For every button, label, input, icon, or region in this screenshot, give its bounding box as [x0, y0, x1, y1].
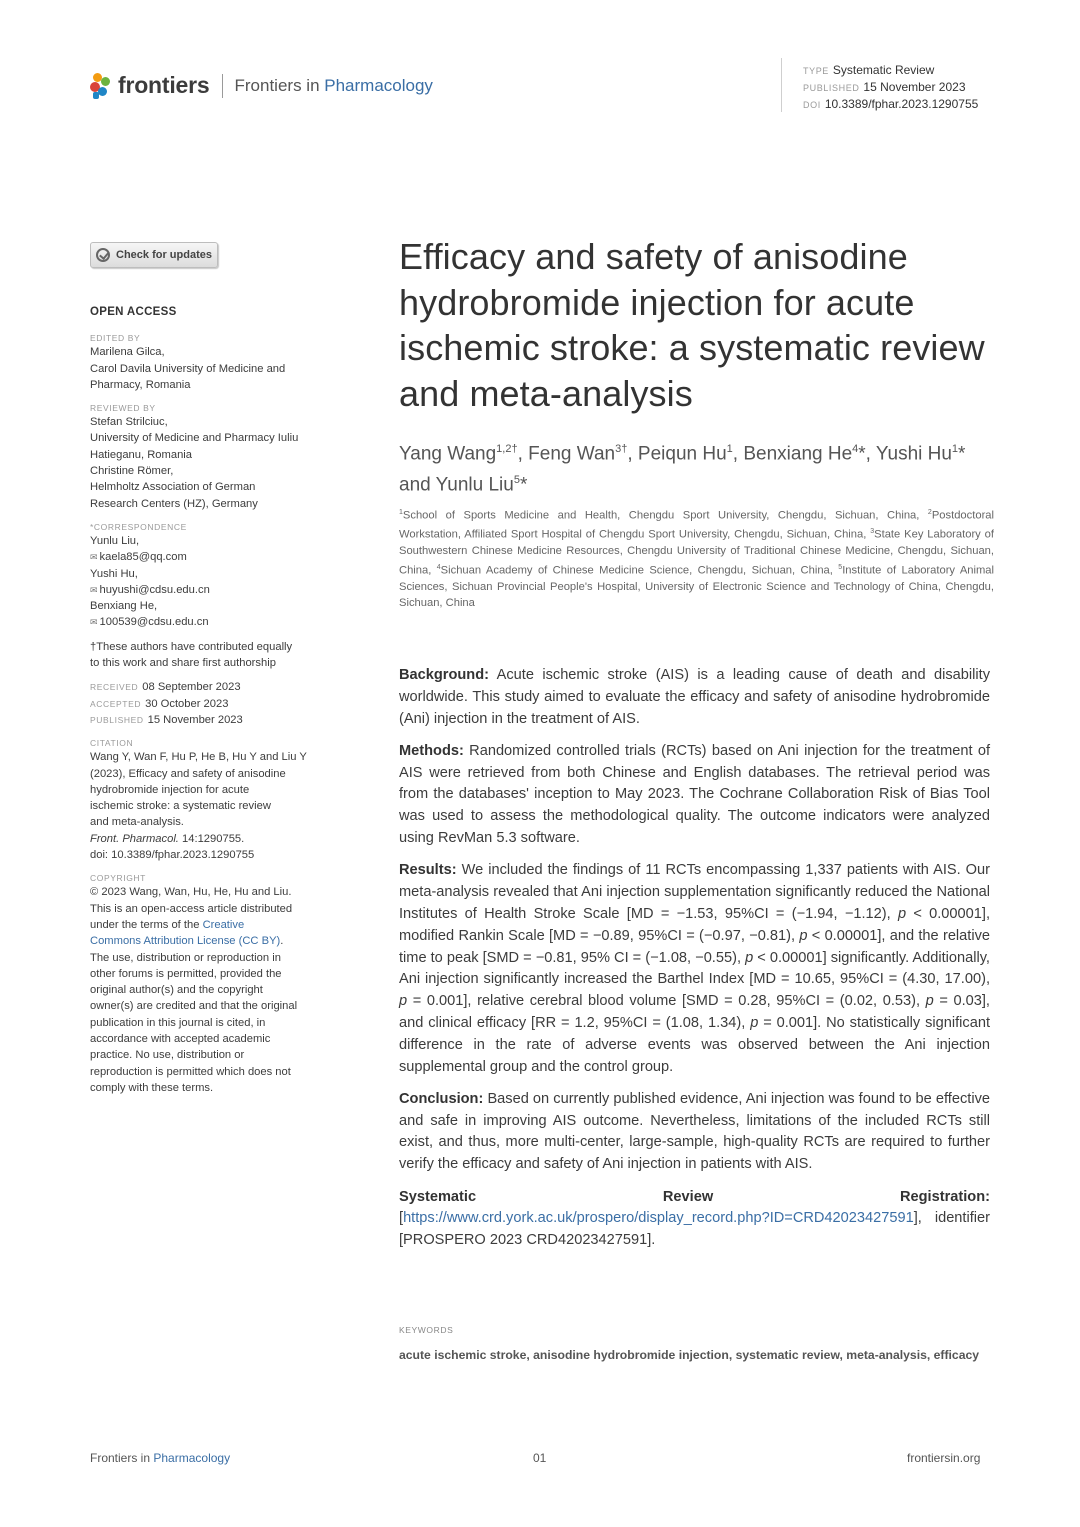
correspondence-label: *CORRESPONDENCE: [90, 521, 187, 532]
abstract-conclusion: Conclusion: Based on currently published evidence, Ani injection was found to be effective and safe in improving AIS outcome. Nevertheless, limitations of the included RCTs still exist, and thus, more multi-center, large-sample, high-quality RCTs are required to further verify the efficacy and safety of Ani injection in patients with AIS.: [399, 1090, 990, 1173]
check-icon: [96, 248, 110, 262]
footer-site-link[interactable]: frontiersin.org: [907, 1451, 981, 1465]
open-access-label: OPEN ACCESS: [90, 306, 177, 318]
mail-icon: ✉: [90, 617, 98, 628]
license-link[interactable]: Commons Attribution License (CC BY): [90, 935, 281, 948]
reviewed-by-label: REVIEWED BY: [90, 403, 156, 414]
abstract-background: Background: Acute ischemic stroke (AIS) is a leading cause of death and disability worldwide. This study aimed to evaluate the efficacy and safety of anisodine hydrobromide (Ani) injection in the treatment of AIS.: [399, 667, 990, 727]
article-meta: TYPE Systematic Review PUBLISHED 15 November 2023 DOI 10.3389/fphar.2023.1290755: [803, 63, 979, 111]
edited-by-label: EDITED BY: [90, 333, 141, 344]
frontiers-logo[interactable]: [90, 72, 433, 99]
mail-icon: ✉: [90, 584, 98, 595]
abstract-registration: Systematic Review Registration: [https://www.crd.york.ac.uk/prospero/display_record.php?ID=CRD42023427591], identifier [PROSPERO 2023 CRD42023427591].: [399, 1188, 990, 1249]
license-link[interactable]: Creative: [202, 918, 245, 931]
abstract-results: Results: We included the findings of 11 RCTs encompassing 1,337 patients with AIS. Our meta-analysis revealed that Ani injection supplementation significantly reduced the National Institutes of Health Stroke Scale [MD = −1.53, 95%CI = (−1.94, −1.12), p < 0.00001], modified Rankin Scale [MD = −0.89, 95%CI = (−0.97, −0.81), p < 0.00001], and the relative time to peak [SMD = −0.81, 95% CI = (−1.08, −0.55), p < 0.00001] significantly. Additionally, Ani injection significantly increased the Barthel Index [MD = 10.65, 95%CI = (4.30, 17.00), p = 0.001], relative cerebral blood volume [SMD = 0.28, 95%CI = (0.02, 0.53), p = 0.03], and clinical efficacy [RR = 1.2, 95%CI = (1.08, 1.34), p = 0.001]. No statistically significant difference in the rate of adverse events was observed between the Ani injection supplemental group and the control group.: [399, 862, 991, 1075]
accepted-date: 30 October 2023: [145, 697, 229, 710]
logo-wordmark: frontiers: [118, 72, 210, 98]
journal-name: Frontiers in Pharmacology: [234, 75, 433, 95]
equal-contribution-note: †These authors have contributed equally: [90, 640, 293, 653]
mail-icon: ✉: [90, 552, 98, 563]
page-number: 01: [533, 1451, 547, 1465]
author[interactable]: Yunlu Liu: [435, 474, 514, 496]
keywords-label: KEYWORDS: [399, 1325, 454, 1335]
author[interactable]: Yushi Hu: [875, 443, 952, 465]
affiliations: $^1$School of Sports Medicine and Health, Chengdu Sport University, Chengdu, Sichuan, China, $^2$Postdoctoral Workstation, Affiliated Sport Hospital of Chengdu Sport University, Chengdu, Sichuan, China, $^3$State Key Laboratory of Southwestern Chinese Medicine Resources, Chengdu University of Traditional Chinese Medicine, Chengdu, Sichuan, China, $^4$Sichuan Academy of Chinese Medicine Science, Chengdu, Sichuan, China, $^5$Institute of Laboratory Animal Sciences, Sichuan Provincial People's Hospital, University of Electronic Science and Technology of China, Chengdu, Sichuan, China: [399, 509, 995, 610]
copyright-label: COPYRIGHT: [90, 873, 146, 884]
check-for-updates-button[interactable]: Check for updates: [90, 242, 218, 268]
abstract-methods: Methods: Randomized controlled trials (RCTs) based on Ani injection for the treatment of AIS were retrieved from both Chinese and English databases. The retrieval period was from the databases' inception to May 2023. The Cochrane Collaboration Risk of Bias Tool was used to assess the methodological quality. The outcome indicators were analyzed using RevMan 5.3 software.: [399, 742, 990, 847]
keywords: acute ischemic stroke, anisodine hydrobromide injection, systematic review, meta-analysis, efficacy: [399, 1348, 980, 1362]
meta-divider: [781, 58, 782, 112]
email-link[interactable]: kaela85@qq.com: [99, 551, 187, 564]
author[interactable]: Benxiang He: [743, 443, 853, 465]
logo-separator: [222, 74, 223, 98]
email-link[interactable]: 100539@cdsu.edu.cn: [99, 616, 209, 629]
sidebar-info: OPEN ACCESS EDITED BY Marilena Gilca, Carol Davila University of Medicine and Pharmacy, Romania REVIEWED BY Stefan Strilciuc, University of Medicine and Pharmacy Iuliu Hatieganu, Romania Christine Römer, Helmholtz Association of German Research Centers (HZ), Germany *CORRESPONDENCE Yunlu Liu, ✉ kaela85@qq.com Yushi Hu, ✉ huyushi@cdsu.edu.cn Benxiang He, ✉ 100539@cdsu.edu.cn †These authors have contributed equally to this work and share first authorship RECEIVED 08 September 2023 ACCEPTED 30 October 2023 PUBLISHED 15 November 2023 CITATION Wang Y, Wan F, Hu P, He B, Hu Y and Liu Y (2023), Efficacy and safety of anisodine hydrobromide injection for acute ischemic stroke: a systematic review and meta-analysis. Front. Pharmacol. 14:1290755. doi: 10.3389/fphar.2023.1290755 COPYRIGHT © 2023 Wang, Wan, Hu, He, Hu and Liu. This is an open-access article distributed under the terms of the Creative Commons Attribution License (CC BY). The use, distribution or reproduction in other forums is permitted, provided the original author(s) and the copyright owner(s) are credited and that the original publication in this journal is cited, in accordance with accepted academic practice. No use, distribution or reproduction is permitted which does not comply with these terms.: [90, 304, 330, 1096]
citation-label: CITATION: [90, 738, 134, 749]
email-link[interactable]: huyushi@cdsu.edu.cn: [99, 583, 210, 596]
author-list: Yang Wang$^{1,2\dagger}$, Feng Wan$^{3\dagger}$, Peiqun Hu$^1$, Benxiang He$^4$*, Yushi Hu$^1$* and Yunlu Liu$^5$*: [399, 443, 966, 496]
abstract: [399, 665, 990, 1262]
author[interactable]: Peiqun Hu: [637, 443, 727, 465]
author[interactable]: Feng Wan: [528, 443, 616, 465]
sidebar-published-date: 15 November 2023: [147, 713, 243, 726]
article-type: Systematic Review: [832, 63, 935, 77]
received-date: 08 September 2023: [142, 681, 241, 694]
author[interactable]: Yang Wang: [399, 443, 497, 465]
citation-doi[interactable]: doi: 10.3389/fphar.2023.1290755: [90, 849, 255, 862]
article-title: Efficacy and safety of anisodine hydrobromide injection for acute ischemic stroke: a systematic review and meta-analysis: [399, 236, 985, 414]
frontiers-logo-icon: [90, 73, 112, 99]
footer-journal: Frontiers in Pharmacology: [90, 1451, 231, 1465]
prospero-link[interactable]: https://www.crd.york.ac.uk/prospero/display_record.php?ID=CRD42023427591: [403, 1210, 914, 1227]
published-date: 15 November 2023: [863, 80, 966, 94]
doi[interactable]: 10.3389/fphar.2023.1290755: [824, 97, 979, 111]
